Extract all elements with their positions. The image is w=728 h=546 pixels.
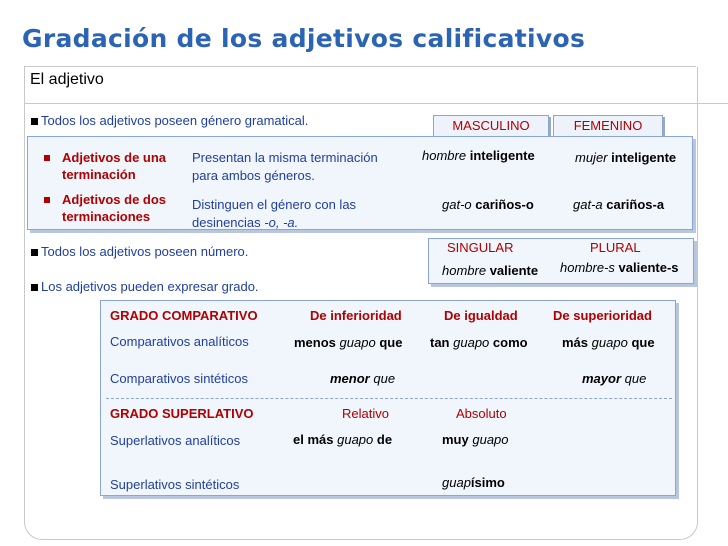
inferioridad-example: menos guapo que: [294, 335, 403, 350]
bullet-icon: [31, 284, 38, 291]
superlativos-analiticos-label: Superlativos analíticos: [110, 433, 241, 448]
superioridad-example: más guapo que: [562, 335, 655, 350]
masculino-header: MASCULINO: [433, 115, 549, 137]
singular-header: SINGULAR: [447, 240, 514, 255]
section-divider: [106, 398, 672, 399]
igualdad-example: tan guapo como: [430, 335, 528, 350]
comparativos-analiticos-label: Comparativos analíticos: [110, 334, 249, 349]
genero-statement: Todos los adjetivos poseen género gramatical.: [41, 113, 309, 128]
inferioridad-header: De inferioridad: [310, 308, 402, 323]
comparativo-header: GRADO COMPARATIVO: [110, 308, 258, 323]
bullet-icon: [31, 118, 38, 125]
absoluto-header: Absoluto: [456, 406, 507, 421]
dos-terminaciones-label: Adjetivos de dos terminaciones: [62, 192, 167, 224]
fem-example-1: mujer inteligente: [575, 150, 677, 165]
absoluto-example: muy guapo: [442, 432, 509, 447]
igualdad-header: De igualdad: [444, 308, 518, 323]
una-terminacion-label: Adjetivos de una terminación: [62, 150, 167, 182]
superioridad-header: De superioridad: [553, 308, 652, 323]
relativo-example: el más guapo de: [293, 432, 393, 447]
sintetico-example: guapísimo: [442, 475, 505, 490]
singular-example: hombre valiente: [442, 263, 539, 278]
divider: [24, 103, 728, 104]
grado-statement: Los adjetivos pueden expresar grado.: [41, 279, 259, 294]
fem-example-2: gat-a cariños-a: [573, 197, 665, 212]
relativo-header: Relativo: [342, 406, 389, 421]
bullet-icon: [44, 197, 50, 203]
numero-statement: Todos los adjetivos poseen número.: [41, 244, 249, 259]
page-title: Gradación de los adjetivos calificativos: [22, 24, 586, 53]
mayor-example: mayor que: [582, 371, 647, 386]
femenino-header: FEMENINO: [553, 115, 663, 137]
section-title: El adjetivo: [30, 71, 104, 88]
masc-example-1: hombre inteligente: [422, 148, 535, 163]
superlativos-sinteticos-label: Superlativos sintéticos: [110, 477, 240, 492]
bullet-icon: [31, 249, 38, 256]
plural-example: hombre-s valiente-s: [560, 260, 679, 275]
menor-example: menor que: [330, 371, 396, 386]
dos-terminaciones-desc: Distinguen el género con las desinencias -o, -a.: [192, 197, 357, 230]
superlativo-header: GRADO SUPERLATIVO: [110, 406, 254, 421]
plural-header: PLURAL: [590, 240, 641, 255]
masc-example-2: gat-o cariños-o: [442, 197, 534, 212]
bullet-icon: [44, 155, 50, 161]
una-terminacion-desc: Presentan la misma terminación para ambos géneros.: [192, 150, 378, 183]
comparativos-sinteticos-label: Comparativos sintéticos: [110, 371, 248, 386]
